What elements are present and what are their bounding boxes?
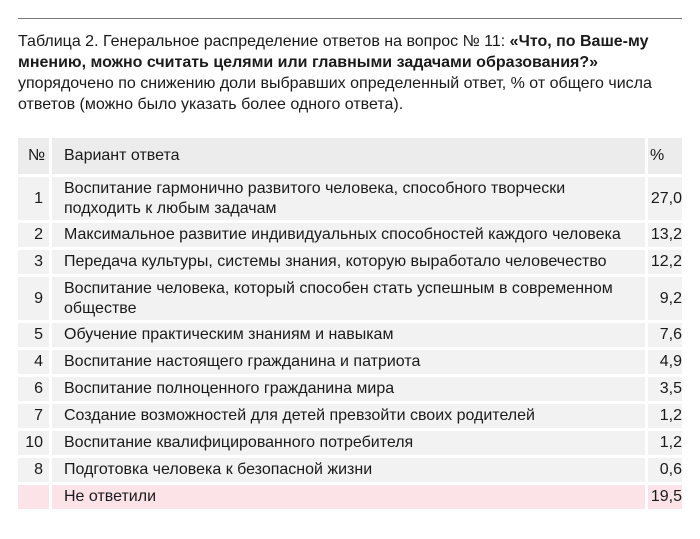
table-row <box>18 350 682 374</box>
header-answer: Вариант ответа <box>52 138 648 174</box>
header-percent: % <box>648 138 682 174</box>
table-row <box>18 458 682 482</box>
top-divider <box>18 18 682 19</box>
row-percent: 1,2 <box>648 431 682 455</box>
caption-question: «Что, по Ваше-му мнению, можно считать целями или главными задачами образования?» <box>18 33 649 71</box>
row-percent: 4,9 <box>648 350 682 374</box>
answers-table <box>18 135 682 512</box>
row-answer: Воспитание гармонично развитого человека, способного творчески подходить к любым задачам <box>52 177 648 220</box>
row-number: 7 <box>18 404 52 428</box>
table-row <box>18 404 682 428</box>
row-percent: 19,5 <box>648 485 682 509</box>
table-row <box>18 431 682 455</box>
table-row <box>18 223 682 247</box>
table-caption <box>18 31 682 115</box>
row-number: 4 <box>18 350 52 374</box>
row-number: 3 <box>18 250 52 274</box>
row-percent: 13,2 <box>648 223 682 247</box>
row-answer: Воспитание квалифицированного потребителя <box>52 431 648 455</box>
table-row <box>18 323 682 347</box>
table-row <box>18 277 682 320</box>
row-number: 10 <box>18 431 52 455</box>
row-answer: Не ответили <box>52 485 648 509</box>
row-number: 1 <box>18 177 52 220</box>
row-percent: 1,2 <box>648 404 682 428</box>
row-answer: Воспитание полноценного гражданина мира <box>52 377 648 401</box>
row-answer: Воспитание настоящего гражданина и патриота <box>52 350 648 374</box>
row-percent: 9,2 <box>648 277 682 320</box>
caption-prefix: Таблица 2. Генеральное распределение ответов на вопрос № 11: <box>18 33 510 50</box>
row-percent: 7,6 <box>648 323 682 347</box>
row-answer: Подготовка человека к безопасной жизни <box>52 458 648 482</box>
row-number: 9 <box>18 277 52 320</box>
table-header-row <box>18 138 682 174</box>
row-percent: 3,5 <box>648 377 682 401</box>
table-row-no-answer <box>18 485 682 509</box>
row-percent: 12,2 <box>648 250 682 274</box>
table-row <box>18 177 682 220</box>
row-answer: Передача культуры, системы знания, которую выработало человечество <box>52 250 648 274</box>
table-row <box>18 377 682 401</box>
table-row <box>18 250 682 274</box>
header-number: № <box>18 138 52 174</box>
row-answer: Обучение практическим знаниям и навыкам <box>52 323 648 347</box>
row-number: 6 <box>18 377 52 401</box>
row-answer: Максимальное развитие индивидуальных способностей каждого человека <box>52 223 648 247</box>
row-number: 2 <box>18 223 52 247</box>
row-number <box>18 485 52 509</box>
row-percent: 27,0 <box>648 177 682 220</box>
row-answer: Воспитание человека, который способен стать успешным в современном обществе <box>52 277 648 320</box>
row-answer: Создание возможностей для детей превзойти своих родителей <box>52 404 648 428</box>
caption-suffix: упорядочено по снижению доли выбравших определенный ответ, % от общего числа ответов (можно было указать более одного ответа). <box>18 75 652 113</box>
row-number: 5 <box>18 323 52 347</box>
answers-table-container <box>18 135 682 512</box>
row-number: 8 <box>18 458 52 482</box>
row-percent: 0,6 <box>648 458 682 482</box>
